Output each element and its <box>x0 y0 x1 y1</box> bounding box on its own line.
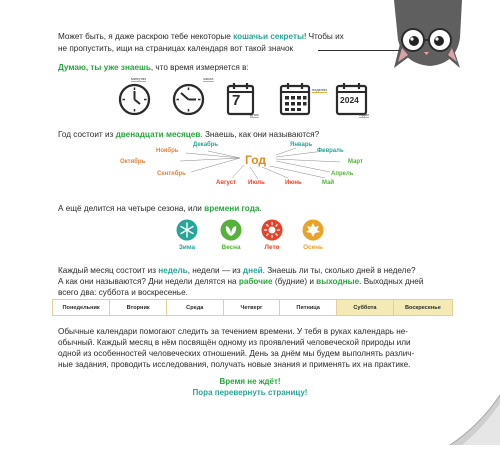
closing-line-1: Время не ждёт! <box>219 377 281 386</box>
weekend-highlight: выходные <box>316 277 360 286</box>
month-june: Июнь <box>285 180 302 186</box>
month-july: Июль <box>248 180 265 186</box>
calendar-line-1: Обычные календари помогают следить за течением времени. У тебя в руках календарь не- <box>58 327 408 336</box>
month-november: Ноябрь <box>156 148 179 154</box>
month-may: Май <box>322 180 335 186</box>
time-units-text: , что время измеряется в: <box>150 63 249 72</box>
winter-icon <box>176 219 198 246</box>
seasons-intro: А ещё делится на четыре сезона, или времени года. <box>58 204 262 213</box>
intro-text: Может быть, я даже раскрою тебе некоторые <box>58 32 234 41</box>
seasons-highlight: времени года <box>204 204 260 213</box>
calendar-line-2: обычный. Каждый месяц в нём посвящён одному из проявлений человеческой природы или <box>58 338 411 347</box>
year-center-label: Год <box>245 153 266 167</box>
weeks-highlight: недель <box>158 266 188 275</box>
twelve-months-highlight: двенадцати месяцев <box>115 130 201 139</box>
weekday-tuesday: Вторник <box>110 300 167 316</box>
intro-text-end: ! Чтобы их <box>304 32 344 41</box>
summer-label: Лето <box>264 244 280 251</box>
summer-icon <box>261 219 283 246</box>
calendar-line-3: одной из особенностей человеческих отношений. День за днём мы будем выполнять различ- <box>58 349 415 358</box>
days-highlight: дней <box>242 266 263 275</box>
weekday-friday: Пятница <box>280 300 337 316</box>
cat-secrets-highlight: кошачьи секреты <box>233 32 305 41</box>
weeks-label: неделях <box>312 87 328 92</box>
month-october: Октябрь <box>120 159 146 165</box>
weeks-line-2: А как они называются? Дни недели делятся на рабочие (будние) и выходные. Выходных дней <box>58 277 424 286</box>
month-february: Февраль <box>317 148 344 154</box>
minutes-label: минутах <box>131 76 147 81</box>
autumn-label: Осень <box>303 244 323 251</box>
you-know-highlight: Думаю, ты уже знаешь <box>58 63 151 72</box>
weekday-wednesday: Среда <box>167 300 224 316</box>
month-january: Январь <box>290 142 313 148</box>
calendar-line-4: ные задания, проводить исследования, получать новые знания и применять их на практике. <box>58 360 411 369</box>
weekdays-table <box>52 299 453 316</box>
intro-text-2: не пропустить, ищи на страницах календаря вот такой значок <box>58 44 294 53</box>
workdays-highlight: рабочие <box>238 277 273 286</box>
weekday-sunday: Воскресенье <box>393 300 452 316</box>
weeks-line-3: всего два: суббота и воскресенье. <box>58 288 188 297</box>
months-intro: Год состоит из двенадцати месяцев. Знаешь, как они называются? <box>58 130 320 139</box>
closing-line-2: Пора перевернуть страницу! <box>192 388 308 397</box>
hours-label: часах <box>203 76 214 81</box>
month-december: Декабрь <box>193 142 219 148</box>
month-march: Март <box>348 159 363 165</box>
weekday-saturday: Суббота <box>337 300 394 316</box>
month-august: Август <box>216 180 236 186</box>
weekday-monday: Понедельник <box>53 300 110 316</box>
month-september: Сентябрь <box>157 171 186 177</box>
spring-icon <box>220 219 242 246</box>
days-label: днях <box>250 112 259 117</box>
years-label: годах <box>359 112 370 117</box>
spring-label: Весна <box>221 244 241 251</box>
weekdays-row <box>53 300 453 316</box>
year-number: 2024 <box>340 95 359 105</box>
weeks-line-1: Каждый месяц состоит из недель, недели — из дней. Знаешь ли ты, сколько дней в неделе? <box>58 266 416 275</box>
week-number: 7 <box>232 92 241 109</box>
autumn-icon <box>302 219 324 246</box>
weekday-thursday: Четверг <box>223 300 280 316</box>
winter-label: Зима <box>178 244 196 251</box>
page-curl[interactable] <box>440 385 500 450</box>
month-april: Апрель <box>331 171 354 177</box>
